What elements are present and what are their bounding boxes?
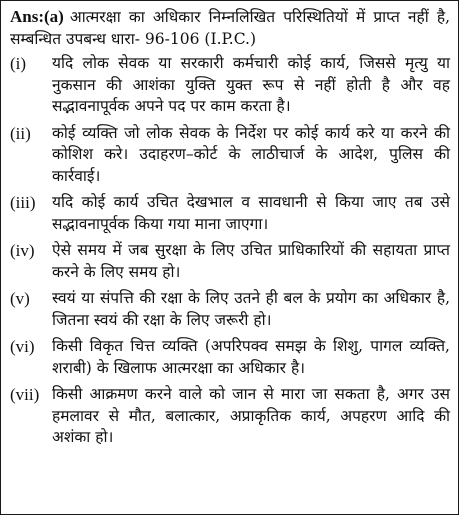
list-item-text: यदि कोई कार्य उचित देखभाल व सावधानी से किया जाए तब उसे सद्भावनापूर्वक किया गया माना जाएगा। <box>52 193 450 233</box>
list-item <box>10 53 450 118</box>
list-marker: (vii) <box>10 385 40 404</box>
list-item <box>10 240 450 283</box>
list-item <box>10 384 450 449</box>
answer-intro-text: आत्मरक्षा का अधिकार निम्नलिखित परिस्थितियों में प्राप्त नहीं है, सम्बन्धित उपबन्ध धारा- 96-106 (I.P.C.) <box>10 8 450 48</box>
list-item-text: ऐसे समय में जब सुरक्षा के लिए उचित प्राधिकारियों की सहायता प्राप्त करने के लिए समय हो। <box>52 241 450 281</box>
list-item-text: किसी विकृत चित्त व्यक्ति (अपरिपक्व समझ के शिशु, पागल व्यक्ति, शराबी) के खिलाफ आत्मरक्षा का अधिकार है। <box>52 337 450 377</box>
list-item-text: कोई व्यक्ति जो लोक सेवक के निर्देश पर कोई कार्य करे या करने की कोशिश करे। उदाहरण–कोर्ट के लाठीचार्ज के आदेश, पुलिस की कार्रवाई। <box>52 123 450 185</box>
list-item-text: किसी आक्रमण करने वाले को जान से मारा जा सकता है, अगर उस हमलावर से मौत, बलात्कार, अप्राकृतिक कार्य, अपहरण आदि की अशंका हो। <box>52 385 450 446</box>
list-item <box>10 192 450 235</box>
list-marker: (v) <box>10 289 30 308</box>
list-item <box>10 336 450 379</box>
list-marker: (iii) <box>10 193 36 212</box>
list-marker: (i) <box>10 54 27 73</box>
list-marker: (iv) <box>10 241 35 260</box>
list-marker: (ii) <box>10 123 31 143</box>
list-item-text: यदि लोक सेवक या सरकारी कर्मचारी कोई कार्य, जिससे मृत्यु या नुकसान की आशंका युक्ति युक्त रूप से नहीं होती है और वह सद्भावनापूर्वक अपने पद पर काम करता है। <box>52 54 450 115</box>
list-item <box>10 123 450 188</box>
answer-label: Ans:(a) <box>10 7 64 26</box>
answer-intro-paragraph <box>10 6 450 50</box>
list-marker: (vi) <box>10 337 35 356</box>
list-item <box>10 288 450 331</box>
list-item-text: स्वयं या संपत्ति की रक्षा के लिए उतने ही बल के प्रयोग का अधिकार है, जितना स्वयं की रक्षा के लिए जरूरी हो। <box>52 289 450 329</box>
